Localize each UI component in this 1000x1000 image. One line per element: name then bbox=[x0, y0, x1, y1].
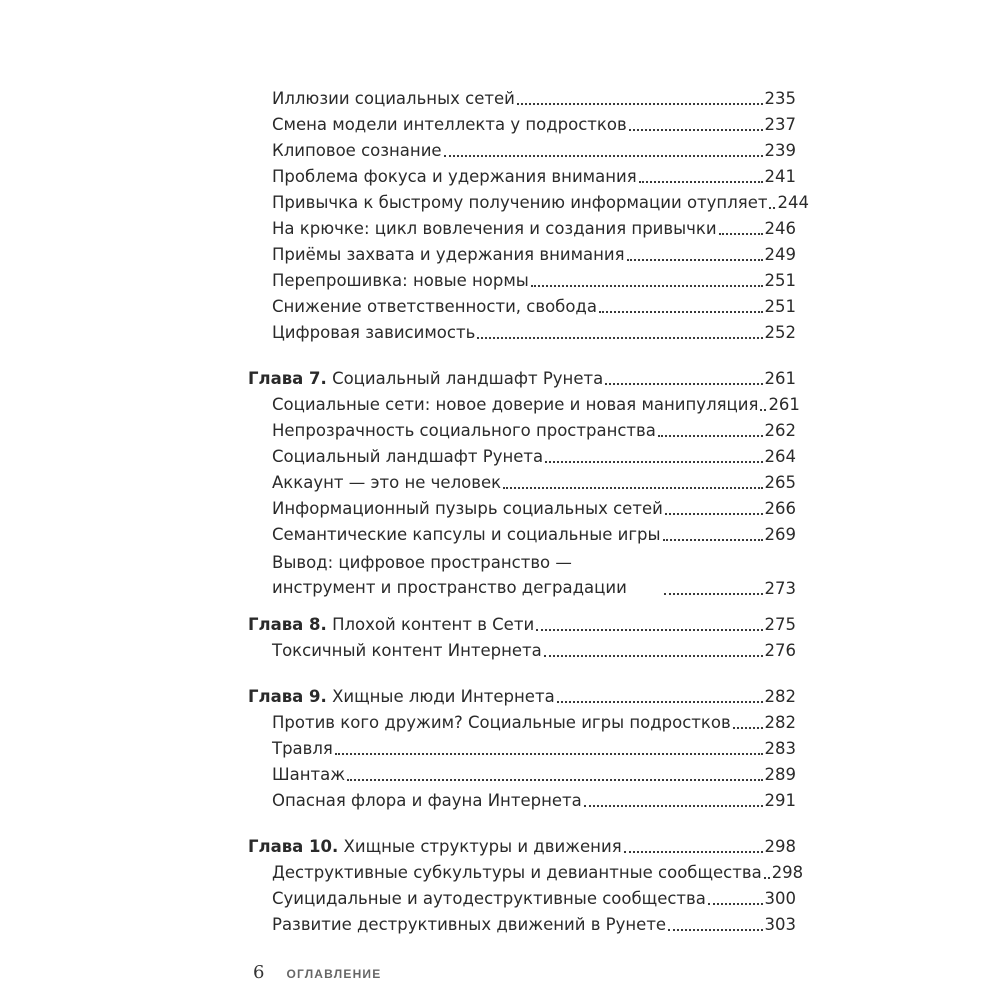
toc-page-number: 262 bbox=[764, 421, 796, 440]
toc-page-number: 298 bbox=[764, 837, 796, 856]
toc-section-entry bbox=[272, 550, 796, 600]
toc-entry-title: Опасная флора и фауна Интернета bbox=[272, 791, 582, 810]
toc-page-number: 261 bbox=[764, 369, 796, 388]
toc-section-entry bbox=[272, 446, 796, 468]
toc-entry-title: Цифровая зависимость bbox=[272, 323, 476, 342]
dot-leader bbox=[335, 753, 763, 755]
dot-leader bbox=[536, 629, 762, 631]
toc-entry-title bbox=[248, 686, 555, 708]
dot-leader bbox=[624, 851, 763, 853]
chapter-title: Хищные структуры и движения bbox=[343, 837, 622, 856]
dot-leader bbox=[605, 383, 762, 385]
toc-section-entry bbox=[272, 420, 796, 442]
toc-page-number: 251 bbox=[764, 271, 796, 290]
toc-chapter-entry bbox=[248, 686, 796, 708]
toc-entry-title: Смена модели интеллекта у подростков bbox=[272, 115, 627, 134]
dot-leader bbox=[517, 103, 763, 105]
toc-entry-title: Развитие деструктивных движений в Рунете bbox=[272, 915, 667, 934]
dot-leader bbox=[599, 311, 763, 313]
toc-page-number: 261 bbox=[768, 395, 800, 414]
dot-leader bbox=[531, 285, 763, 287]
toc-section-entry bbox=[272, 322, 796, 344]
toc-section-entry bbox=[272, 114, 796, 136]
toc-section-entry bbox=[272, 394, 800, 416]
toc-section-entry bbox=[272, 738, 796, 760]
page-footer bbox=[253, 962, 381, 983]
dot-leader bbox=[545, 461, 762, 463]
toc-page-number: 249 bbox=[764, 245, 796, 264]
toc-page-number: 291 bbox=[764, 791, 796, 810]
dot-leader bbox=[629, 129, 763, 131]
toc-section-entry bbox=[272, 88, 796, 110]
toc-section-entry bbox=[272, 270, 796, 292]
dot-leader bbox=[503, 487, 762, 489]
toc-entry-title: Против кого дружим? Социальные игры подростков bbox=[272, 713, 731, 732]
toc-entry-title: Вывод: цифровое пространство — инструмент и пространство деградации bbox=[272, 553, 627, 597]
dot-leader bbox=[477, 337, 762, 339]
dot-leader bbox=[347, 779, 762, 781]
toc-section-entry bbox=[272, 166, 796, 188]
toc-entry-title: Шантаж bbox=[272, 765, 346, 784]
page-number: 6 bbox=[253, 962, 265, 983]
toc-page-number: 282 bbox=[764, 687, 796, 706]
toc-entry-title: Травля bbox=[272, 739, 333, 758]
chapter-label: Глава 8. bbox=[248, 615, 327, 634]
toc-page-number: 264 bbox=[764, 447, 796, 466]
toc-entry-title: Аккаунт — это не человек bbox=[272, 473, 502, 492]
toc-section-entry bbox=[272, 218, 796, 240]
dot-leader bbox=[665, 513, 763, 515]
dot-leader bbox=[664, 593, 763, 595]
toc-section-entry bbox=[272, 192, 809, 214]
toc-entry-title: На крючке: цикл вовлечения и создания привычки bbox=[272, 219, 717, 238]
toc-page-number: 266 bbox=[764, 499, 796, 518]
chapter-title: Хищные люди Интернета bbox=[332, 687, 555, 706]
running-header: ОГЛАВЛЕНИЕ bbox=[286, 967, 382, 981]
toc-section-entry bbox=[272, 712, 796, 734]
chapter-title: Плохой контент в Сети bbox=[332, 615, 535, 634]
dot-leader bbox=[668, 929, 762, 931]
toc-section-entry bbox=[272, 764, 796, 786]
chapter-label: Глава 9. bbox=[248, 687, 327, 706]
chapter-title: Социальный ландшафт Рунета bbox=[332, 369, 604, 388]
toc-section-entry bbox=[272, 140, 796, 162]
toc-entry-title bbox=[248, 614, 534, 636]
dot-leader bbox=[663, 539, 763, 541]
toc-page-number: 241 bbox=[764, 167, 796, 186]
dot-leader bbox=[557, 701, 763, 703]
dot-leader bbox=[769, 207, 775, 209]
toc-page-number: 239 bbox=[764, 141, 796, 160]
toc-page-number: 289 bbox=[764, 765, 796, 784]
toc-section-entry bbox=[272, 790, 796, 812]
chapter-label: Глава 10. bbox=[248, 837, 339, 856]
toc-entry-title: Непрозрачность социального пространства bbox=[272, 421, 656, 440]
dot-leader bbox=[658, 435, 763, 437]
dot-leader bbox=[627, 259, 763, 261]
toc-entry-title bbox=[248, 368, 603, 390]
toc-page-number: 303 bbox=[764, 915, 796, 934]
toc-entry-title: Социальный ландшафт Рунета bbox=[272, 447, 544, 466]
chapter-label: Глава 7. bbox=[248, 369, 327, 388]
toc-section-entry bbox=[272, 914, 796, 936]
toc-page-number: 244 bbox=[777, 193, 809, 212]
dot-leader bbox=[764, 877, 770, 879]
dot-leader bbox=[444, 155, 763, 157]
dot-leader bbox=[584, 805, 763, 807]
toc-entry-title: Приёмы захвата и удержания внимания bbox=[272, 245, 625, 264]
toc-entry-title: Деструктивные субкультуры и девиантные сообщества bbox=[272, 863, 762, 882]
toc-entry-title: Информационный пузырь социальных сетей bbox=[272, 499, 663, 518]
toc-section-entry bbox=[272, 498, 796, 520]
toc-section-entry bbox=[272, 472, 796, 494]
dot-leader bbox=[760, 409, 766, 411]
dot-leader bbox=[708, 903, 763, 905]
toc-page-number: 282 bbox=[764, 713, 796, 732]
toc-entry-title: Снижение ответственности, свобода bbox=[272, 297, 597, 316]
toc-page-number: 265 bbox=[764, 473, 796, 492]
toc-section-entry bbox=[272, 244, 796, 266]
dot-leader bbox=[733, 727, 763, 729]
toc-chapter-entry bbox=[248, 368, 796, 390]
dot-leader bbox=[639, 181, 763, 183]
toc-page-number: 246 bbox=[764, 219, 796, 238]
toc-entry-title: Иллюзии социальных сетей bbox=[272, 89, 515, 108]
toc-page-number: 269 bbox=[764, 525, 796, 544]
toc-chapter-entry bbox=[248, 836, 796, 858]
toc-section-entry bbox=[272, 524, 796, 546]
toc-entry-title: Социальные сети: новое доверие и новая манипуляция bbox=[272, 395, 759, 414]
toc-section-entry bbox=[272, 888, 796, 910]
toc-entry-title: Токсичный контент Интернета bbox=[272, 641, 542, 660]
toc-entry-title: Привычка к быстрому получению информации отупляет bbox=[272, 193, 768, 212]
toc-entry-title: Клиповое сознание bbox=[272, 141, 442, 160]
toc-page-number: 300 bbox=[764, 889, 796, 908]
toc-entry-title: Суицидальные и аутодеструктивные сообщества bbox=[272, 889, 706, 908]
toc-page-number: 273 bbox=[764, 579, 796, 598]
toc-section-entry bbox=[272, 862, 804, 884]
toc-entry-title: Перепрошивка: новые нормы bbox=[272, 271, 529, 290]
toc-page-number: 298 bbox=[771, 863, 804, 882]
toc-chapter-entry bbox=[248, 614, 796, 636]
toc-section-entry bbox=[272, 296, 796, 318]
toc-page-number: 251 bbox=[764, 297, 796, 316]
toc-entry-title: Семантические капсулы и социальные игры bbox=[272, 525, 661, 544]
dot-leader bbox=[544, 655, 763, 657]
toc-entry-title bbox=[248, 836, 622, 858]
toc-section-entry bbox=[272, 640, 796, 662]
toc-page-number: 283 bbox=[764, 739, 796, 758]
toc-entry-title: Проблема фокуса и удержания внимания bbox=[272, 167, 637, 186]
toc-page-number: 276 bbox=[764, 641, 796, 660]
toc-page-number: 237 bbox=[764, 115, 796, 134]
dot-leader bbox=[719, 233, 763, 235]
toc-page-number: 275 bbox=[764, 615, 796, 634]
toc-page-number: 235 bbox=[764, 89, 796, 108]
toc-page-number: 252 bbox=[764, 323, 796, 342]
